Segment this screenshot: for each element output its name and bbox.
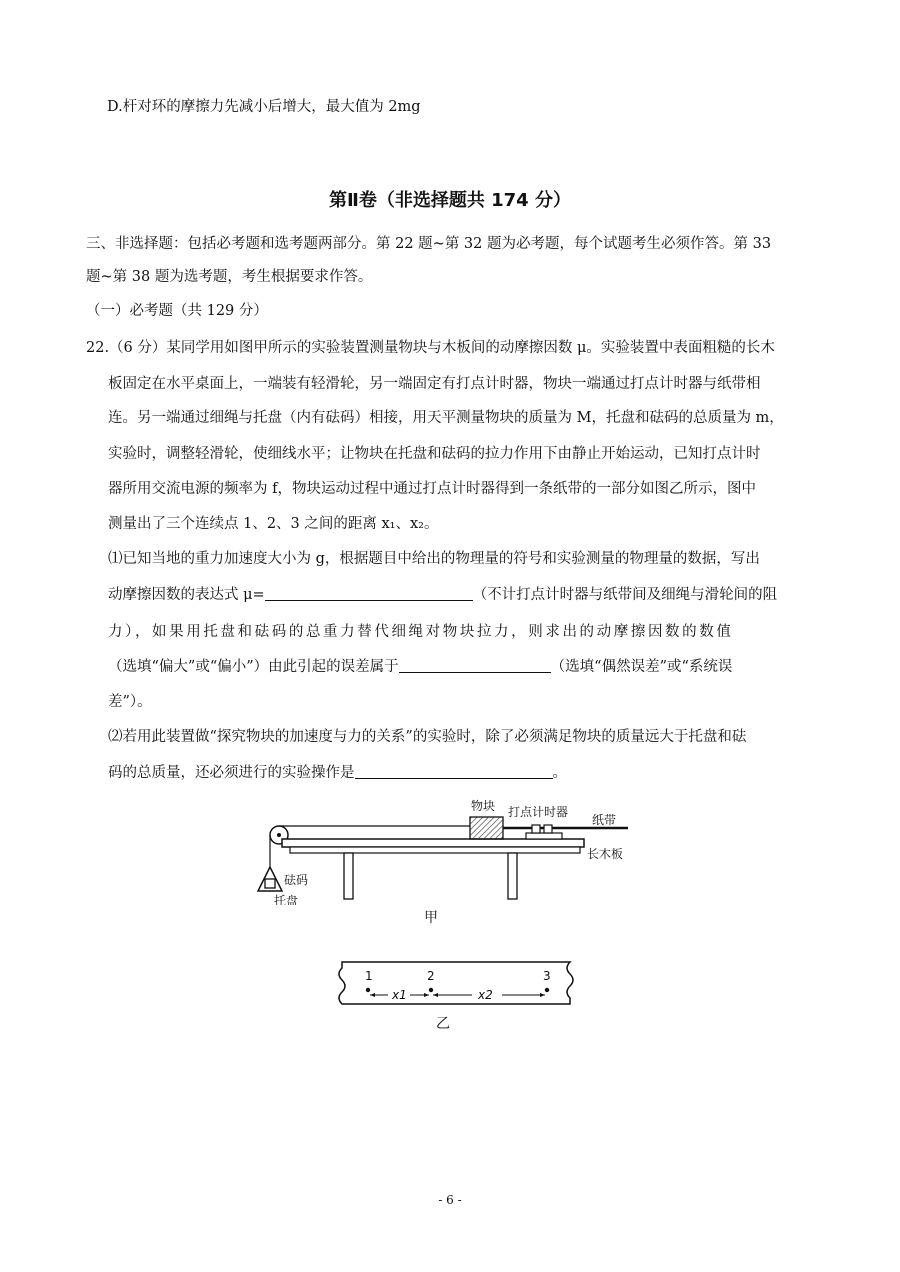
q22-line-1: 22.（6 分）某同学用如图甲所示的实验装置测量物块与木板间的动摩擦因数 μ。实验装置中表面粗糙的长木: [86, 340, 775, 356]
pulley-axle: [277, 833, 281, 837]
point-2: [429, 988, 433, 992]
label-board: 长木板: [587, 847, 624, 861]
intro-line-1: 三、非选择题：包括必考题和选考题两部分。第 22 题~第 32 题为必考题，每个试题考生必须作答。第 33: [86, 236, 772, 252]
timer-part-1: [532, 825, 540, 833]
label-point-3: 3: [543, 969, 551, 983]
caption-jia: 甲: [424, 910, 438, 926]
answer-blank-error[interactable]: [399, 658, 551, 673]
q22-line-4: 实验时，调整轻滑轮，使细线水平；让物块在托盘和砝码的拉力作用下由静止开始运动，已知打点计时: [108, 446, 761, 462]
part1-line-5: 差”）。: [108, 694, 152, 710]
q22-line-5: 器所用交流电源的频率为 f，物块运动过程中通过打点计时器得到一条纸带的一部分如图乙所示，图中: [108, 481, 756, 497]
part2-prompt: 码的总质量，还必须进行的实验操作是: [108, 765, 355, 781]
label-x2: x2: [478, 988, 493, 1002]
tape-diagram: [332, 958, 580, 1010]
part1-line-4: [108, 657, 732, 677]
weights: [265, 879, 275, 888]
label-tape: 纸带: [592, 813, 617, 827]
table-leg-left: [344, 853, 353, 899]
point-3: [545, 988, 549, 992]
answer-blank-mu[interactable]: [265, 586, 473, 601]
long-board: [282, 839, 584, 847]
point-1: [366, 988, 370, 992]
label-point-1: 1: [365, 969, 373, 983]
timer-part-2: [544, 825, 552, 833]
part1-line-2: [108, 585, 777, 605]
part2-line-1: ⑵若用此装置做“探究物块的加速度与力的关系”的实验时，除了必须满足物块的质量远大于托盘和砝: [108, 729, 747, 745]
q22-line-2: 板固定在水平桌面上，一端装有轻滑轮，另一端固定有打点计时器，物块一端通过打点计时器与纸带相: [108, 376, 761, 392]
label-weights: 砝码: [284, 873, 309, 887]
table-top: [290, 847, 580, 853]
tape-outline: [339, 962, 573, 1004]
table-leg-right: [508, 853, 517, 899]
part1-line-3: 力），如果用托盘和砝码的总重力替代细绳对物块拉力，则求出的动摩擦因数的数值: [108, 624, 734, 640]
part1-error-choice: （选填“偶然误差”或“系统误: [550, 659, 733, 675]
label-tray: 托盘: [274, 894, 299, 905]
option-d: D.杆对环的摩擦力先减小后增大，最大值为 2mg: [107, 99, 421, 115]
part1-line-1: ⑴已知当地的重力加速度大小为 g，根据题目中给出的物理量的符号和实验测量的物理量的数据，写出: [108, 551, 760, 567]
required-heading: （一）必考题（共 129 分）: [86, 303, 268, 319]
q22-line-6: 测量出了三个连续点 1、2、3 之间的距离 x₁、x₂。: [108, 516, 439, 532]
section-title: 第Ⅱ卷（非选择题共 174 分）: [329, 190, 571, 211]
q22-line-3: 连。另一端通过细绳与托盘（内有砝码）相接，用天平测量物块的质量为 M，托盘和砝码的总质量为 m，: [108, 410, 784, 426]
part2-end: 。: [552, 765, 567, 781]
label-point-2: 2: [427, 969, 435, 983]
answer-blank-operation[interactable]: [355, 764, 553, 779]
page-number: - 6 -: [438, 1193, 462, 1207]
apparatus-diagram: [250, 795, 640, 905]
part1-choice-prompt: （选填“偏大”或“偏小”）由此引起的误差属于: [108, 659, 399, 675]
block: [470, 817, 503, 839]
part2-line-2: [108, 763, 567, 783]
timer-base: [526, 833, 562, 839]
caption-yi: 乙: [436, 1016, 450, 1032]
part1-note: （不计打点计时器与纸带间及细绳与滑轮间的阻: [472, 587, 778, 603]
label-x1: x1: [392, 988, 407, 1002]
intro-line-2: 题~第 38 题为选考题，考生根据要求作答。: [86, 269, 373, 285]
label-block: 物块: [471, 799, 496, 813]
label-timer: 打点计时器: [508, 805, 569, 819]
part1-formula-prompt: 动摩擦因数的表达式 μ=: [108, 587, 265, 603]
